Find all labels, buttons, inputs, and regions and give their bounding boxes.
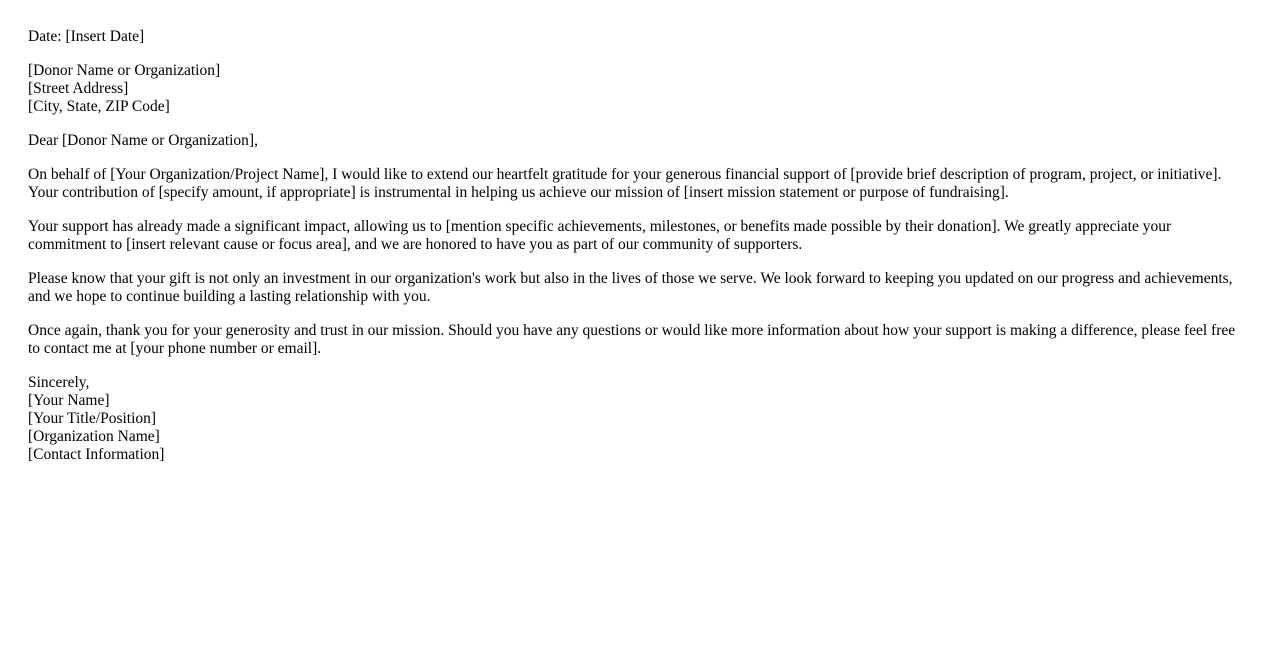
valediction: Sincerely,: [28, 374, 90, 391]
recipient-name: [Donor Name or Organization]: [28, 62, 221, 79]
letter-salutation: Dear [Donor Name or Organization],: [28, 132, 258, 149]
body-paragraph-contact: Once again, thank you for your generosity and trust in our mission. Should you have any questions or would like more information about how your support is making a difference, please feel free to contact me at [your phone number or email].: [28, 322, 1236, 357]
recipient-city: [City, State, ZIP Code]: [28, 98, 170, 115]
signer-organization: [Organization Name]: [28, 428, 160, 445]
letter-document: [28, 28, 1250, 480]
recipient-street: [Street Address]: [28, 80, 129, 97]
recipient-address-block: [28, 62, 1250, 116]
signer-name: [Your Name]: [28, 392, 110, 409]
body-paragraph-impact: Your support has already made a significant impact, allowing us to [mention specific achievements, milestones, or benefits made possible by their donation]. We greatly appreciate your commitment to [insert relevant cause or focus area], and we are honored to have you as part of our community of supporters.: [28, 218, 1172, 253]
letter-date: Date: [Insert Date]: [28, 28, 145, 45]
signer-contact: [Contact Information]: [28, 446, 165, 463]
signature-block: [28, 374, 1250, 464]
body-paragraph-relationship: Please know that your gift is not only an investment in our organization's work but also in the lives of those we serve. We look forward to keeping you updated on our progress and achievements, and we hope to continue building a lasting relationship with you.: [28, 270, 1233, 305]
body-paragraph-gratitude: On behalf of [Your Organization/Project Name], I would like to extend our heartfelt gratitude for your generous financial support of [provide brief description of program, project, or initiative]. Your contribution of [specify amount, if appropriate] is instrumental in helping us achieve our mission of [insert mission statement or purpose of fundraising].: [28, 166, 1222, 201]
signer-title: [Your Title/Position]: [28, 410, 157, 427]
